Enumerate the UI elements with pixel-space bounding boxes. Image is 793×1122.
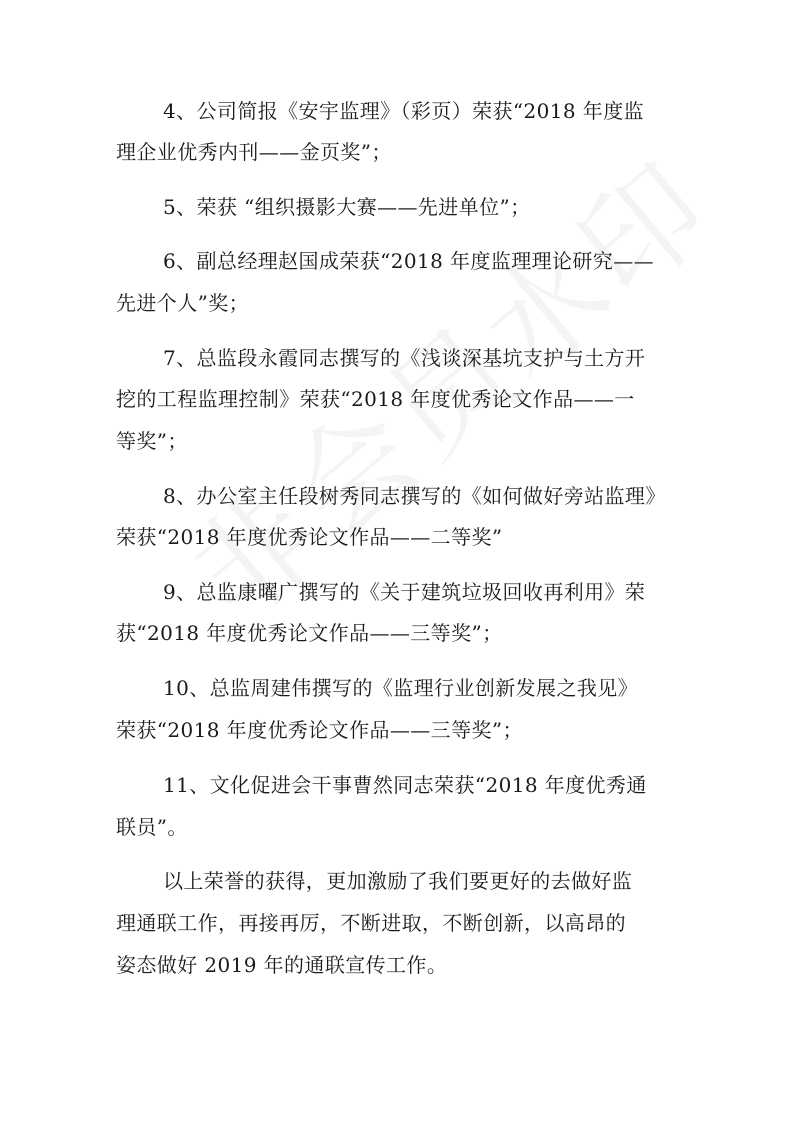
text-line: 7、总监段永霞同志撰写的《浅谈深基坑支护与土方开 <box>163 346 646 370</box>
text-line: 9、总监康曜广撰写的《关于建筑垃圾回收再利用》荣 <box>163 580 646 604</box>
text-line: 等奖”； <box>116 429 188 453</box>
text-line: 以上荣誉的获得，更加激励了我们要更好的去做好监 <box>163 869 633 893</box>
text-line: 获“2018 年度优秀论文作品——三等奖”； <box>116 621 503 645</box>
text-line: 姿态做好 2019 年的通联宣传工作。 <box>116 953 448 977</box>
text-line: 8、办公室主任段树秀同志撰写的《如何做好旁站监理》 <box>163 484 666 508</box>
text-line: 11、文化促进会干事曹然同志荣获“2018 年度优秀通 <box>163 773 647 797</box>
text-line: 理通联工作，再接再厉，不断进取，不断创新，以高昂的 <box>116 911 626 935</box>
text-line: 荣获“2018 年度优秀论文作品——二等奖” <box>116 525 503 549</box>
text-line: 4、公司简报《安宇监理》（彩页）荣获“2018 年度监 <box>163 99 645 123</box>
text-line: 荣获“2018 年度优秀论文作品——三等奖”； <box>116 718 523 742</box>
text-line: 理企业优秀内刊——金页奖”； <box>116 140 392 164</box>
text-line: 6、副总经理赵国成荣获“2018 年度监理理论研究—— <box>163 249 655 273</box>
text-line: 5、荣获 “组织摄影大赛——先进单位”； <box>163 195 531 219</box>
text-line: 先进个人”奖； <box>116 291 250 315</box>
text-line: 挖的工程监理控制》荣获“2018 年度优秀论文作品——一 <box>116 387 635 411</box>
text-line: 10、总监周建伟撰写的《监理行业创新发展之我见》 <box>163 676 639 700</box>
text-line: 联员”。 <box>116 815 188 839</box>
